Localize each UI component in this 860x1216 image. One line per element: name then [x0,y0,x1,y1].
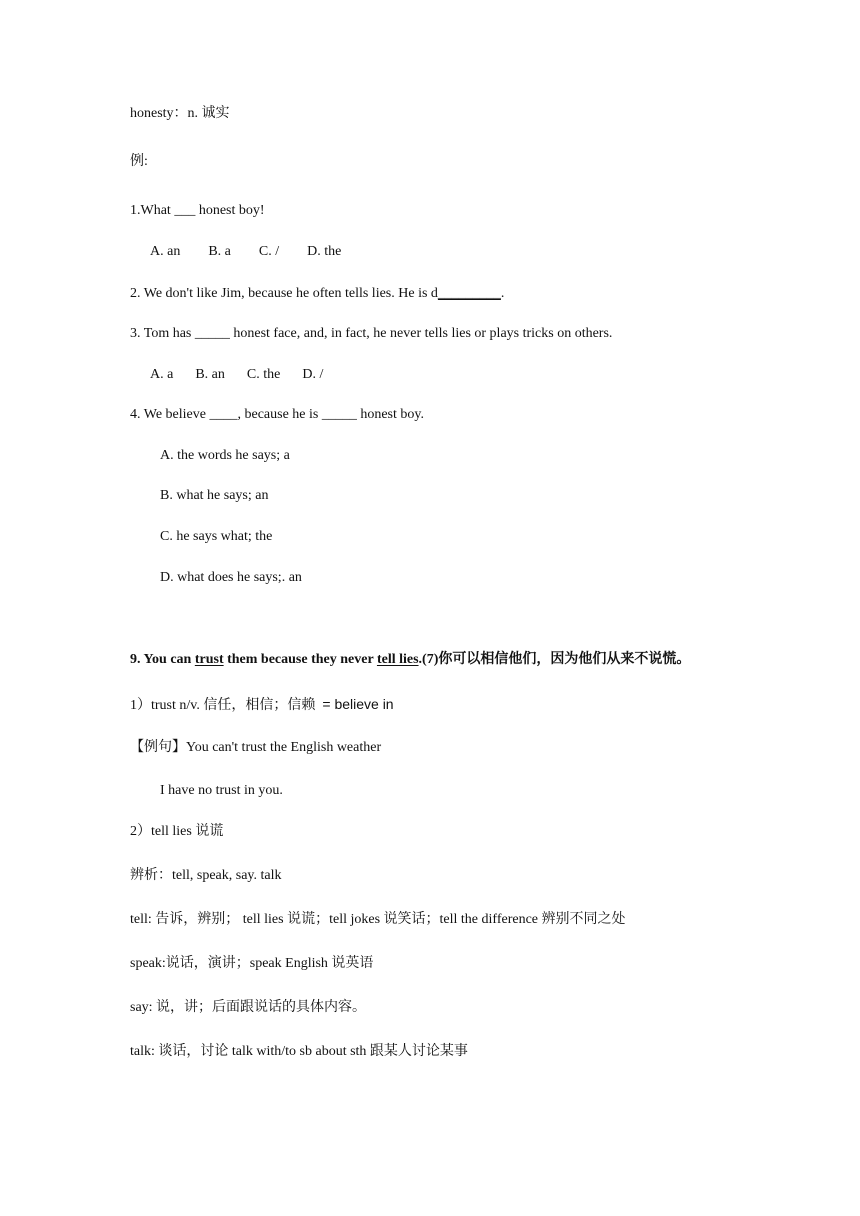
example-sentence-2: I have no trust in you. [160,783,283,798]
option-a: A. an [150,244,181,259]
example-label: 例: [130,154,148,169]
question-4-option-b: B. what he says; an [160,488,269,503]
point-1 [130,695,394,715]
question-4-option-c: C. he says what; the [160,529,273,544]
analysis-title: 辨析：tell, speak, say. talk [130,868,282,883]
question-4-option-d: D. what does he says;. an [160,570,302,585]
point-2: 2）tell lies 说谎 [130,824,224,839]
question-1-stem: 1.What ___ honest boy! [130,203,265,218]
option-d: D. the [307,244,342,259]
option-b: B. a [208,244,231,259]
analysis-say: say: 说，讲；后面跟说话的具体内容。 [130,1000,367,1015]
question-2-text: 2. We don't like Jim, because he often tells lies. He is d [130,286,438,301]
point-1-text: 1）trust n/v. 信任，相信；信赖 [130,698,316,713]
question-3-stem: 3. Tom has _____ honest face, and, in fact, he never tells lies or plays tricks on others. [130,326,613,341]
option-b: B. an [195,367,225,382]
example-label-bracket: 【例句】 [130,740,186,755]
sentence-9-part3: .(7)你可以相信他们，因为他们从来不说慌。 [418,652,691,667]
sentence-9 [130,651,690,669]
option-c: C. / [258,244,280,259]
question-1-options [150,243,341,261]
option-d: D. / [302,367,324,382]
example-sentence-1 [130,739,381,757]
question-2-blank: _________ [437,286,501,301]
sentence-9-part2: them because they never [223,652,377,667]
sentence-9-part1: 9. You can [130,652,195,667]
question-2-end: . [500,286,505,301]
analysis-tell: tell: 告诉，辨别； tell lies 说谎；tell jokes 说笑话；tell the difference 辨别不同之处 [130,912,626,927]
sentence-9-trust: trust [194,652,224,667]
option-c: C. the [246,367,281,382]
sentence-9-tell-lies: tell lies [376,652,419,667]
analysis-talk: talk: 谈话，讨论 talk with/to sb about sth 跟某人讨论某事 [130,1044,468,1059]
analysis-speak: speak:说话，演讲；speak English 说英语 [130,956,374,971]
point-1-equiv: = believe in [322,696,394,712]
question-3-options [150,366,323,384]
option-a: A. a [150,367,174,382]
example-sentence-1-text: You can't trust the English weather [186,740,382,755]
question-4-option-a: A. the words he says; a [160,448,290,463]
honesty-definition: honesty：n. 诚实 [130,106,230,121]
question-4-stem: 4. We believe ____, because he is _____ honest boy. [130,407,424,422]
question-2-stem [130,285,504,303]
